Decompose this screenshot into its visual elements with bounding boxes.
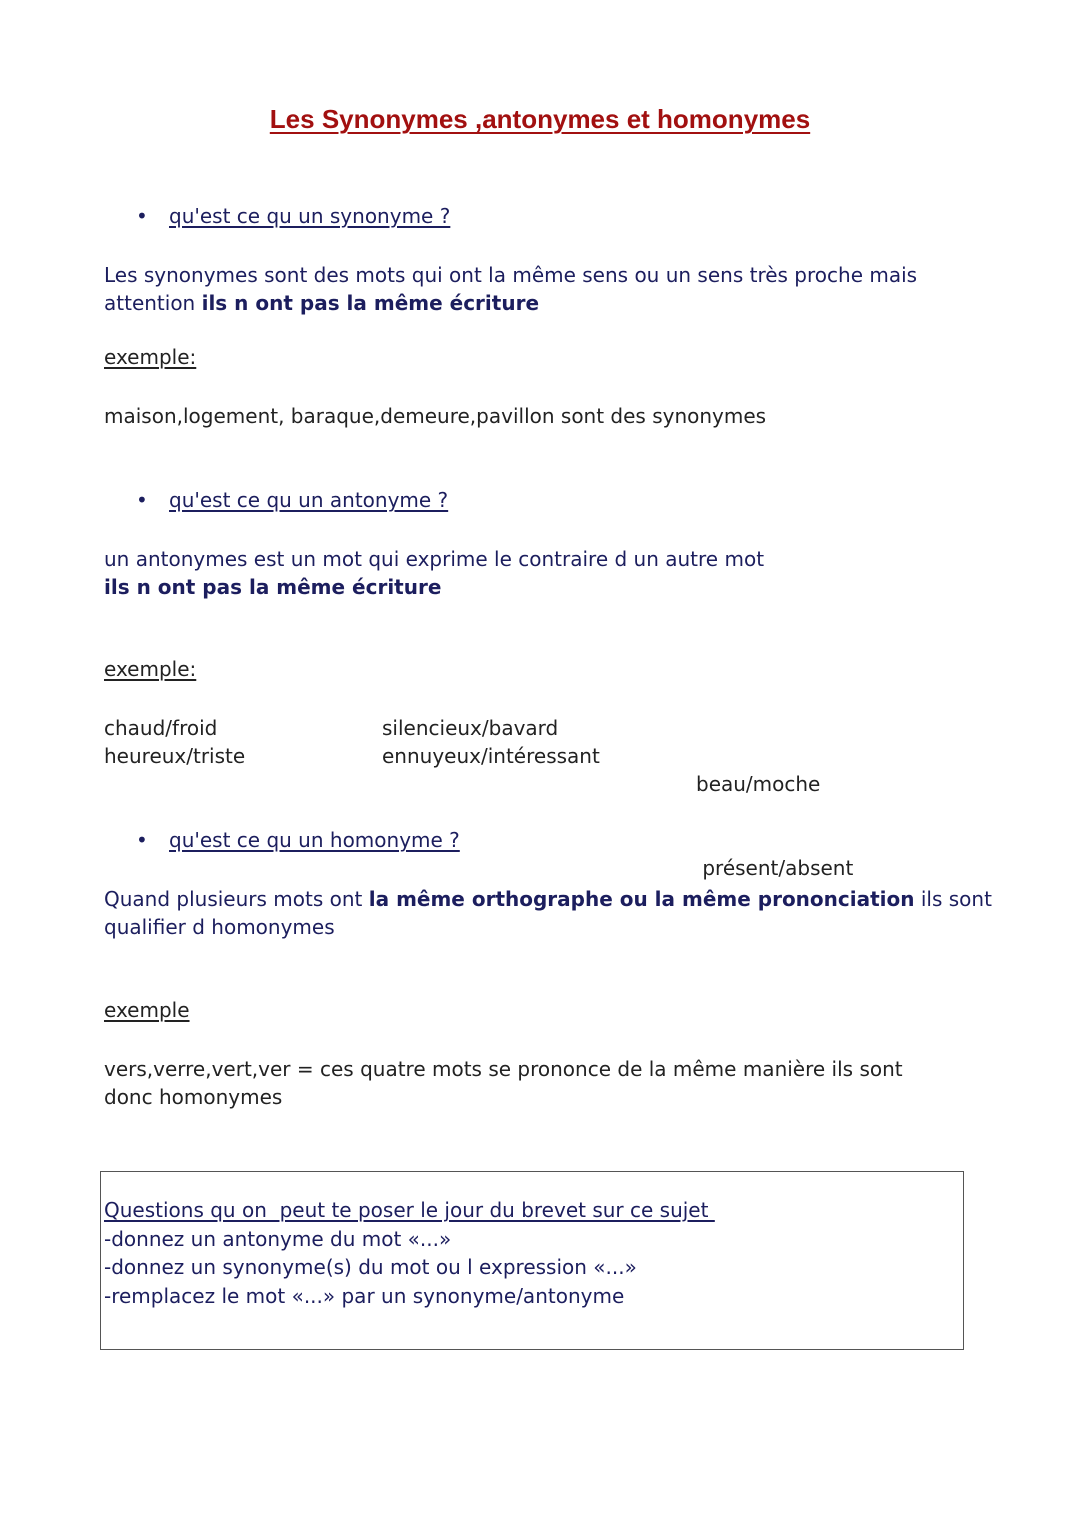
homonyme-example-line1: vers,verre,vert,ver = ces quatre mots se prononce de la même manière ils sont bbox=[104, 1057, 903, 1081]
synonyme-definition-plain: attention bbox=[104, 291, 202, 315]
antonyme-definition bbox=[104, 545, 764, 601]
antonyme-column-1 bbox=[104, 714, 245, 770]
homonyme-definition-line2: qualifier d homonymes bbox=[104, 915, 335, 939]
synonyme-definition-line2 bbox=[104, 289, 917, 317]
antonyme-pair: heureux/triste bbox=[104, 744, 246, 768]
homonyme-definition bbox=[104, 885, 992, 941]
antonyme-column-3 bbox=[696, 714, 853, 910]
antonyme-pair: silencieux/bavard bbox=[382, 716, 559, 740]
antonyme-pair: présent/absent bbox=[696, 856, 854, 880]
homonyme-example-label: exemple bbox=[104, 998, 190, 1022]
synonyme-definition-bold: ils n ont pas la même écriture bbox=[201, 291, 540, 315]
antonyme-example-label: exemple: bbox=[104, 657, 197, 681]
brevet-questions-content bbox=[104, 1196, 715, 1310]
homonyme-example bbox=[104, 1055, 903, 1111]
brevet-questions-heading: Questions qu on peut te poser le jour du brevet sur ce sujet bbox=[104, 1198, 715, 1222]
bullet-icon: • bbox=[136, 204, 148, 228]
page-title: Les Synonymes ,antonymes et homonymes bbox=[269, 104, 811, 134]
homonyme-definition-plain: ils sont bbox=[914, 887, 992, 911]
synonyme-example-label: exemple: bbox=[104, 345, 197, 369]
homonyme-definition-bold: la même orthographe ou la même prononciation bbox=[368, 887, 915, 911]
synonyme-definition-line1: Les synonymes sont des mots qui ont la même sens ou un sens très proche mais bbox=[104, 263, 918, 287]
antonyme-pair: ennuyeux/intéressant bbox=[382, 744, 600, 768]
synonyme-question: qu'est ce qu un synonyme ? bbox=[169, 204, 451, 228]
brevet-questions-box bbox=[100, 1171, 964, 1350]
synonyme-definition bbox=[104, 261, 917, 317]
antonyme-column-2 bbox=[382, 714, 600, 770]
antonyme-question: qu'est ce qu un antonyme ? bbox=[169, 488, 449, 512]
antonyme-pair: chaud/froid bbox=[104, 716, 218, 740]
homonyme-question: qu'est ce qu un homonyme ? bbox=[169, 828, 460, 852]
antonyme-definition-bold: ils n ont pas la même écriture bbox=[104, 575, 442, 599]
homonyme-example-line2: donc homonymes bbox=[104, 1085, 283, 1109]
antonyme-definition-line2 bbox=[104, 573, 764, 601]
brevet-question-item: -remplacez le mot «...» par un synonyme/antonyme bbox=[104, 1283, 625, 1308]
antonyme-definition-line1: un antonymes est un mot qui exprime le contraire d un autre mot bbox=[104, 547, 765, 571]
antonyme-pair: beau/moche bbox=[696, 772, 821, 796]
homonyme-definition-line1 bbox=[104, 885, 992, 913]
brevet-question-item: -donnez un synonyme(s) du mot ou l expression «...» bbox=[104, 1255, 637, 1279]
brevet-question-item: -donnez un antonyme du mot «...» bbox=[104, 1226, 452, 1251]
bullet-icon: • bbox=[136, 488, 148, 512]
synonyme-example-text: maison,logement, baraque,demeure,pavillon sont des synonymes bbox=[104, 404, 767, 428]
bullet-icon: • bbox=[136, 828, 148, 852]
homonyme-definition-plain: Quand plusieurs mots ont bbox=[104, 887, 369, 911]
